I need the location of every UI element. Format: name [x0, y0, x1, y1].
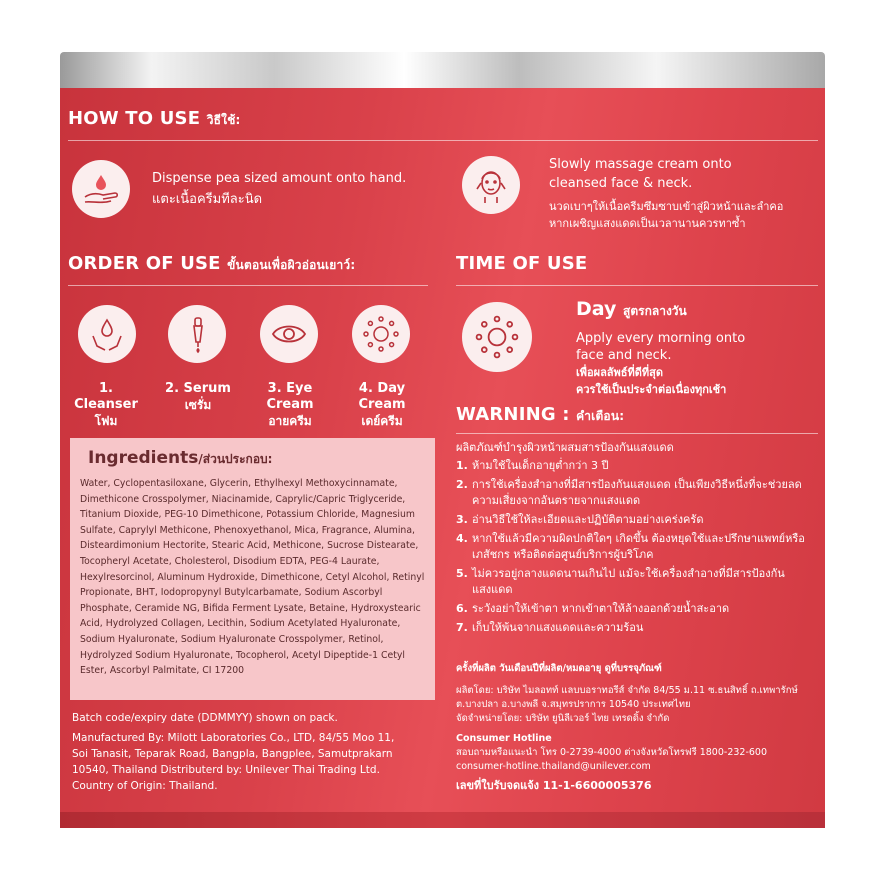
- day-text-en-1: Apply every morning onto: [576, 331, 746, 346]
- order-step-4: 4. Day Cream เดย์ครีม: [358, 381, 406, 428]
- order-step-3: 3. Eye Cream อายครีม: [266, 381, 314, 428]
- warning-heading: WARNING : คำเตือน:: [456, 404, 625, 425]
- step2-text-th-2: หากเผชิญแสงแดดเป็นเวลานานควรทาซ้ำ: [549, 217, 746, 230]
- origin-text: Country of Origin: Thailand.: [72, 780, 218, 792]
- distributor-th: จัดจำหน่ายโดย: บริษัท ยูนิลีเวอร์ ไทย เทรดดิ้ง จำกัด: [456, 713, 670, 724]
- warning-intro: ผลิตภัณฑ์บำรุงผิวหน้าผสมสารป้องกันแสงแดด: [456, 441, 674, 454]
- step2-text-en-2: cleansed face & neck.: [549, 176, 693, 191]
- step1-text-en: Dispense pea sized amount onto hand.: [152, 171, 407, 186]
- sun-icon: [352, 305, 410, 363]
- hand-drop-icon: [72, 160, 130, 218]
- warning-item: 4. หากใช้แล้วมีความผิดปกติใดๆ เกิดขึ้น ต้องหยุดใช้และปรึกษาแพทย์หรือเภสัชกร หรือติดต่อศูนย์บริการผู้บริโภค: [456, 532, 805, 561]
- hotline-title: Consumer Hotline: [456, 733, 552, 744]
- face-massage-icon: [462, 156, 520, 214]
- step2-text-en-1: Slowly massage cream onto: [549, 157, 732, 172]
- eye-icon: [260, 305, 318, 363]
- serum-dropper-icon: [168, 305, 226, 363]
- warning-item: 6. ระวังอย่าให้เข้าตา หากเข้าตาให้ล้างออกด้วยน้ำสะอาด: [456, 602, 730, 615]
- cleanser-hands-icon: [78, 305, 136, 363]
- day-text-en-2: face and neck.: [576, 348, 672, 363]
- batch-code-text: Batch code/expiry date (DDMMYY) shown on pack.: [72, 712, 338, 724]
- order-step-2: 2. Serum เซรั่ม: [165, 381, 231, 412]
- ingredients-title: Ingredients/ส่วนประกอบ:: [88, 448, 273, 468]
- divider: [456, 285, 818, 286]
- ingredients-list: Water, Cyclopentasiloxane, Glycerin, Ethylhexyl Methoxycinnamate, Dimethicone Crosspolymer, Niacinamide, Caprylic/Capric Triglyceride, Titanium Dioxide, PEG-10 Dimethicone, Potassium Chloride, Magnesium Sulfate, Caprylyl Methicone, Phenoxyethanol, Mica, Fragrance, Alumina, Disteardimonium Hectorite, Stearic Acid, Methicone, Sucrose Distearate, Tocopheryl Acetate, Cholesterol, Disodium EDTA, PEG-4 Laurate, Hexylresorcinol, Aluminum Hydroxide, Dimethicone, Cetyl Alcohol, Retinyl Propionate, BHT, Iodopropynyl Butylcarbamate, Sodium Ascorbyl Phosphate, Ceramide NG, Bifida Ferment Lysate, Betaine, Hydroxystearic Acid, Hydrolyzed Collagen, Lecithin, Sodium Acetylated Hyaluronate, Sodium Hyaluronate, Sodium Hyaluronate Crosspolymer, Retinol, Hydrolyzed Sodium Hyaluronate, Tocopherol, Acetyl Dipeptide-1 Cetyl Ester, Ascorbyl Palmitate, CI 17200: [80, 478, 425, 677]
- hotline-line: สอบถามหรือแนะนำ โทร 0-2739-4000 ต่างจังหวัดโทรฟรี 1800-232-600: [456, 747, 768, 758]
- step2-text-th-1: นวดเบาๆให้เนื้อครีมซึมซาบเข้าสู่ผิวหน้าและลำคอ: [549, 200, 784, 213]
- how-to-use-heading: HOW TO USE วิธีใช้:: [68, 108, 241, 129]
- producer-th: ผลิตโดย: บริษัท ไมลอทท์ แลบบอราทอรีส์ จำกัด 84/55 ม.11 ซ.ธนสิทธิ์ ถ.เทพารักษ์ ต.บางปลา อ.บางพลี จ.สมุทรปราการ 10540 ประเทศไทย: [456, 685, 798, 710]
- warning-item: 1. ห้ามใช้ในเด็กอายุต่ำกว่า 3 ปี: [456, 459, 609, 472]
- order-step-1: 1. Cleanser โฟม: [74, 381, 138, 428]
- step1-text-th: แตะเนื้อครีมทีละนิด: [152, 192, 263, 207]
- warning-item: 5. ไม่ควรอยู่กลางแดดนานเกินไป แม้จะใช้เครื่องสำอางที่มีสารป้องกันแสงแดด: [456, 567, 785, 596]
- warning-item: 7. เก็บให้พ้นจากแสงแดดและความร้อน: [456, 621, 644, 634]
- divider: [68, 140, 818, 141]
- ingredients-box: [70, 438, 435, 700]
- divider: [68, 285, 428, 286]
- hotline-email: consumer-hotline.thailand@unilever.com: [456, 761, 651, 772]
- warning-item: 3. อ่านวิธีใช้ให้ละเอียดและปฏิบัติตามอย่างเคร่งครัด: [456, 513, 704, 526]
- day-text-th-2: ควรใช้เป็นประจำต่อเนื่องทุกเช้า: [576, 383, 727, 396]
- manufacturer-text: Manufactured By: Milott Laboratories Co., LTD, 84/55 Moo 11, Soi Tanasit, Teparak Road, Bangpla, Bangplee, Samutprakarn 10540, Thailand Distributerd by: Unilever Thai Trading Ltd.: [72, 732, 395, 776]
- expiry-note-th: ครั้งที่ผลิต วันเดือนปีที่ผลิต/หมดอายุ ดูที่บรรจุภัณฑ์: [456, 663, 662, 674]
- divider: [456, 433, 818, 434]
- time-of-use-heading: TIME OF USE: [456, 253, 588, 274]
- order-of-use-heading: ORDER OF USE ขั้นตอนเพื่อผิวอ่อนเยาว์:: [68, 253, 356, 274]
- jar-bottom-band: [60, 812, 825, 828]
- sun-icon: [462, 302, 532, 372]
- warning-item: 2. การใช้เครื่องสำอางที่มีสารป้องกันแสงแดด เป็นเพียงวิธีหนึ่งที่จะช่วยลดความเสี่ยงจากอันตรายจากแสงแดด: [456, 478, 802, 507]
- day-text-th-1: เพื่อผลลัพธ์ที่ดีที่สุด: [576, 366, 664, 379]
- warning-list: [456, 458, 811, 636]
- day-label: Day สูตรกลางวัน: [576, 298, 687, 320]
- registration-number: เลขที่ใบรับจดแจ้ง 11-1-6600005376: [456, 779, 652, 792]
